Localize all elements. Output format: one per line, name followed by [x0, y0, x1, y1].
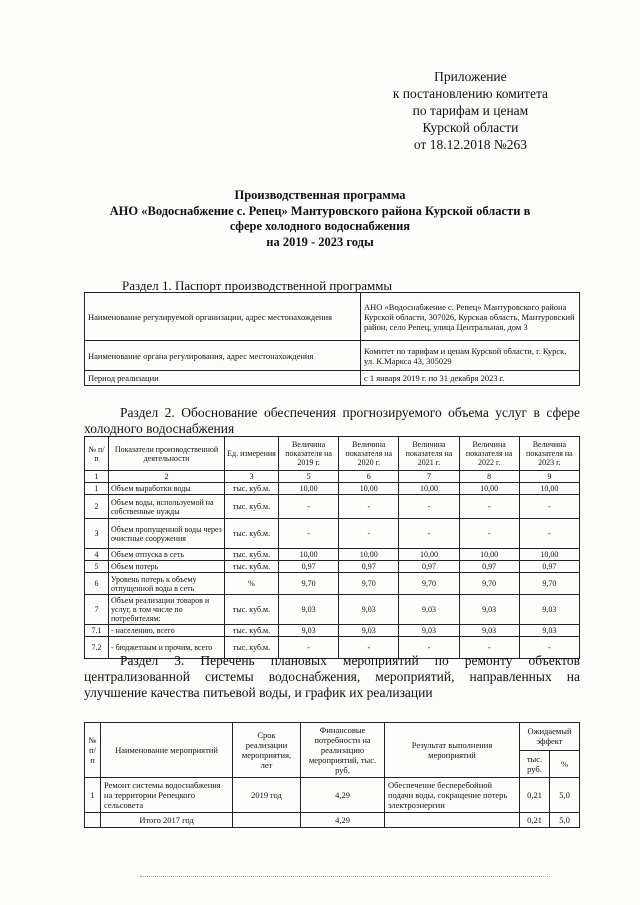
cell: 9,03 [399, 595, 459, 625]
cell: тыс. куб.м. [225, 549, 279, 561]
column-header: Наименование мероприятий [101, 723, 233, 778]
cell: 0,97 [279, 561, 339, 573]
cell: - [459, 637, 519, 659]
table-header-row [85, 723, 580, 751]
cell: 0,97 [519, 561, 579, 573]
column-header: Ожидаемый эффект [520, 723, 580, 751]
cell: тыс. куб.м. [225, 595, 279, 625]
column-number: 3 [225, 471, 279, 483]
cell: - [519, 519, 579, 549]
column-header: % [550, 750, 580, 778]
column-header: Показатели производственной деятельности [109, 437, 225, 471]
column-header: Величина показателя на 2019 г. [279, 437, 339, 471]
cell: 0,97 [399, 561, 459, 573]
cell: - [339, 519, 399, 549]
cell: 1 [85, 483, 109, 495]
cell: 9,03 [339, 595, 399, 625]
cell: 2 [85, 495, 109, 519]
title-line: сфере холодного водоснабжения [229, 219, 411, 233]
cell: 4 [85, 549, 109, 561]
cell: 10,00 [339, 483, 399, 495]
cell: Объем воды, используемой на собственные нужды [109, 495, 225, 519]
cell: 9,70 [519, 573, 579, 595]
appendix-header [393, 68, 548, 153]
passport-value: АНО «Водоснабжение с. Репец» Мантуровского района Курской области, 307026, Курская область, Мантуровский район, село Репец, улица Центральная, дом 3 [361, 293, 580, 341]
title-line: Производственная программа [234, 188, 406, 202]
activities-table [84, 722, 580, 828]
column-number: 1 [85, 471, 109, 483]
cell: - [519, 637, 579, 659]
table-row [85, 778, 580, 813]
column-header: Величина показателя на 2022 г. [459, 437, 519, 471]
cell: - [519, 495, 579, 519]
title-line: на 2019 - 2023 годы [266, 234, 374, 249]
column-header: Величина показателя на 2023 г. [519, 437, 579, 471]
cell: - [459, 519, 519, 549]
cell [385, 813, 520, 828]
cell: 9,03 [459, 625, 519, 637]
table-row [85, 561, 580, 573]
total-label: Итого 2017 год [101, 813, 233, 828]
cell: 2019 год [233, 778, 301, 813]
total-row [85, 813, 580, 828]
cell: 9,03 [519, 625, 579, 637]
cell: 10,00 [519, 483, 579, 495]
cell: - [399, 495, 459, 519]
cell: 5 [85, 561, 109, 573]
cell: - [459, 495, 519, 519]
cell: 9,70 [279, 573, 339, 595]
cell: % [225, 573, 279, 595]
column-header: Величина показателя на 2021 г. [399, 437, 459, 471]
passport-table [84, 292, 580, 386]
column-number: 2 [109, 471, 225, 483]
column-header: Срок реализации мероприятия, лет [233, 723, 301, 778]
cell: - [339, 495, 399, 519]
cell: 9,03 [399, 625, 459, 637]
cell: - [279, 519, 339, 549]
table-row [85, 625, 580, 637]
cell: 10,00 [459, 549, 519, 561]
cell: 9,03 [279, 625, 339, 637]
table-row [85, 293, 580, 341]
section1-heading: Раздел 1. Паспорт производственной программы [122, 278, 393, 293]
table-row [85, 483, 580, 495]
cell [233, 813, 301, 828]
section2-heading: Раздел 2. Обоснование обеспечения прогнозируемого объема услуг в сфере холодного водоснабжения [84, 405, 580, 436]
column-header: Результат выполнения мероприятий [385, 723, 520, 778]
passport-label: Период реализации [85, 371, 361, 386]
appendix-line: по тарифам и ценам [412, 103, 529, 118]
cell: - бюджетным и прочим, всего [109, 637, 225, 659]
cell: 9,70 [459, 573, 519, 595]
cell: 10,00 [399, 483, 459, 495]
passport-value: с 1 января 2019 г. по 31 декабря 2023 г. [361, 371, 580, 386]
column-number: 7 [399, 471, 459, 483]
column-header: № п/п [85, 723, 101, 778]
cell: Объем потерь [109, 561, 225, 573]
cell: тыс. куб.м. [225, 561, 279, 573]
cell: - [399, 519, 459, 549]
cell: Ремонт системы водоснабжения на территории Репецкого сельсовета [101, 778, 233, 813]
cell: тыс. куб.м. [225, 483, 279, 495]
cell: 10,00 [459, 483, 519, 495]
table-row [85, 549, 580, 561]
cell: Обеспечение бесперебойной подачи воды, сокращение потерь электроэнергии [385, 778, 520, 813]
cell: 0,97 [459, 561, 519, 573]
appendix-line: Приложение [434, 69, 507, 84]
cell: Объем отпуска в сеть [109, 549, 225, 561]
column-header: тыс. руб. [520, 750, 550, 778]
cell [85, 813, 101, 828]
cell: 3 [85, 519, 109, 549]
cell: 4,29 [301, 813, 385, 828]
cell: 9,70 [399, 573, 459, 595]
indicators-table [84, 436, 580, 659]
column-number: 8 [459, 471, 519, 483]
cell: - [339, 637, 399, 659]
cell: 9,03 [519, 595, 579, 625]
column-header: Финансовые потребности на реализацию мероприятий, тыс. руб. [301, 723, 385, 778]
cell: 5,0 [550, 778, 580, 813]
cell: - [399, 637, 459, 659]
section3-heading: Раздел 3. Перечень плановых мероприятий по ремонту объектов централизованной системы водоснабжения, мероприятий, направленных на улучшение качества питьевой воды, и график их реализации [84, 653, 580, 700]
cell: 10,00 [339, 549, 399, 561]
column-number-row [85, 471, 580, 483]
cell: 9,03 [279, 595, 339, 625]
title-line: АНО «Водоснабжение с. Репец» Мантуровского района Курской области в [109, 203, 531, 218]
cell: 10,00 [399, 549, 459, 561]
table-row [85, 595, 580, 625]
cell: Объем реализации товаров и услуг, в том числе по потребителям: [109, 595, 225, 625]
column-number: 9 [519, 471, 579, 483]
cell: 10,00 [279, 549, 339, 561]
cell: 7.1 [85, 625, 109, 637]
table-header-row [85, 437, 580, 471]
cell: тыс. куб.м. [225, 637, 279, 659]
cell: - [279, 637, 339, 659]
cell: 6 [85, 573, 109, 595]
cell: 10,00 [279, 483, 339, 495]
passport-label: Наименование органа регулирования, адрес местонахождения [85, 341, 361, 371]
cell: Объем пропущенной воды через очистные сооружения [109, 519, 225, 549]
document-title [60, 188, 580, 250]
table-row [85, 573, 580, 595]
table-row [85, 371, 580, 386]
column-number: 6 [339, 471, 399, 483]
cell: Объем выработки воды [109, 483, 225, 495]
table-row [85, 341, 580, 371]
cell: 9,03 [339, 625, 399, 637]
cell: тыс. куб.м. [225, 625, 279, 637]
cell: - [279, 495, 339, 519]
cell: - населению, всего [109, 625, 225, 637]
cell: 7.2 [85, 637, 109, 659]
appendix-line: Курской области [422, 120, 519, 135]
cell: 5,0 [550, 813, 580, 828]
cell: 10,00 [519, 549, 579, 561]
cell: 0,97 [339, 561, 399, 573]
passport-value: Комитет по тарифам и ценам Курской области, г. Курск, ул. К.Маркса 43, 305029 [361, 341, 580, 371]
cell: тыс. куб.м. [225, 495, 279, 519]
column-number: 5 [279, 471, 339, 483]
table-row [85, 495, 580, 519]
appendix-line: к постановлению комитета [392, 86, 548, 101]
passport-label: Наименование регулируемой организации, адрес местонахождения [85, 293, 361, 341]
cell: тыс. куб.м. [225, 519, 279, 549]
table-row [85, 519, 580, 549]
column-header: № п/п [85, 437, 109, 471]
cell: Уровень потерь к объему отпущенной воды в сеть [109, 573, 225, 595]
footer-divider [140, 876, 550, 877]
cell: 7 [85, 595, 109, 625]
column-header: Ед. измерения [225, 437, 279, 471]
cell: 9,03 [459, 595, 519, 625]
appendix-date: от 18.12.2018 №263 [413, 137, 527, 152]
cell: 1 [85, 778, 101, 813]
cell: 0,21 [520, 778, 550, 813]
cell: 9,70 [339, 573, 399, 595]
cell: 4,29 [301, 778, 385, 813]
cell: 0,21 [520, 813, 550, 828]
column-header: Величина показателя на 2020 г. [339, 437, 399, 471]
